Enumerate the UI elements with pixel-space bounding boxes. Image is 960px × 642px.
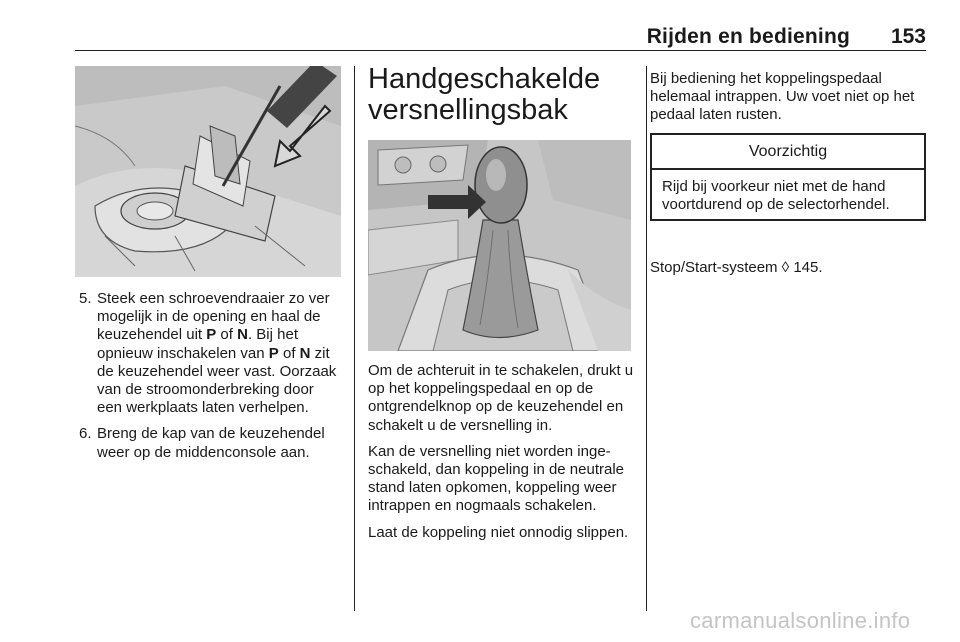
section-title-line: Handgeschakelde	[368, 63, 601, 95]
step-text: Steek een schroevendraaier zo ver mogelijk in de opening en haal de keuzehendel uit	[97, 290, 330, 344]
section-title-line: versnellingsbak	[368, 94, 568, 126]
gear-position-label: P	[268, 344, 279, 362]
column-divider-right	[646, 66, 647, 611]
cross-reference-label[interactable]: Stop/Start-systeem	[650, 259, 778, 276]
gearbox-text	[368, 362, 634, 550]
step-text: of	[278, 344, 300, 362]
step-text: . Bij het opnieuw inschakelen van	[97, 326, 298, 362]
figure-gear-lever	[368, 140, 631, 351]
step-text: Breng de kap van de keuzehendel weer op de middenconsole aan.	[97, 425, 325, 461]
watermark: carmanualsonline.info	[690, 608, 911, 633]
step-text: of	[216, 326, 238, 344]
header-rule	[75, 50, 926, 51]
column-divider-left	[354, 66, 355, 611]
list-item	[75, 425, 341, 461]
running-header-title: Rijden en bediening	[646, 25, 850, 48]
paragraph: Kan de versnelling niet worden ingeschakeld, dan koppeling in de neutrale stand laten opkomen, koppeling weer intrappen en nogmaals schakelen.	[368, 442, 625, 515]
step-number: 5.	[79, 290, 92, 307]
reference-arrow-icon: ◊	[781, 259, 790, 276]
cross-reference[interactable]	[650, 259, 823, 277]
section-title	[368, 64, 638, 126]
step-number: 6.	[79, 425, 92, 443]
caution-title: Voorzichtig	[652, 135, 924, 170]
caution-box	[650, 133, 926, 221]
gear-position-label: N	[299, 344, 311, 362]
list-item	[75, 290, 341, 417]
paragraph: Laat de koppeling niet onnodig slippen.	[368, 523, 629, 541]
caution-text: Rijd bij voorkeur niet met de hand voortdurend op de selectorhendel.	[662, 178, 890, 214]
gear-position-label: P	[206, 326, 217, 344]
gear-position-label: N	[237, 326, 248, 344]
paragraph: Bij bediening het koppelingspedaal helemaal intrappen. Uw voet niet op het pedaal laten rusten.	[650, 70, 915, 124]
procedure-steps	[75, 290, 341, 470]
page-number: 153	[890, 25, 926, 48]
clutch-intro	[650, 70, 926, 125]
paragraph: Om de achteruit in te schakelen, drukt u op het koppelingspedaal en op de ontgrendelknop op de keuzehendel en schakelt u de versnelling in.	[368, 362, 634, 434]
step-text: zit de keuzehendel weer vast. Oorzaak van de stroomonderbreking door een werkplaats laten verhelpen.	[97, 344, 337, 417]
cross-reference-page[interactable]: 145.	[793, 259, 823, 276]
figure-screwdriver-selector	[75, 66, 341, 277]
